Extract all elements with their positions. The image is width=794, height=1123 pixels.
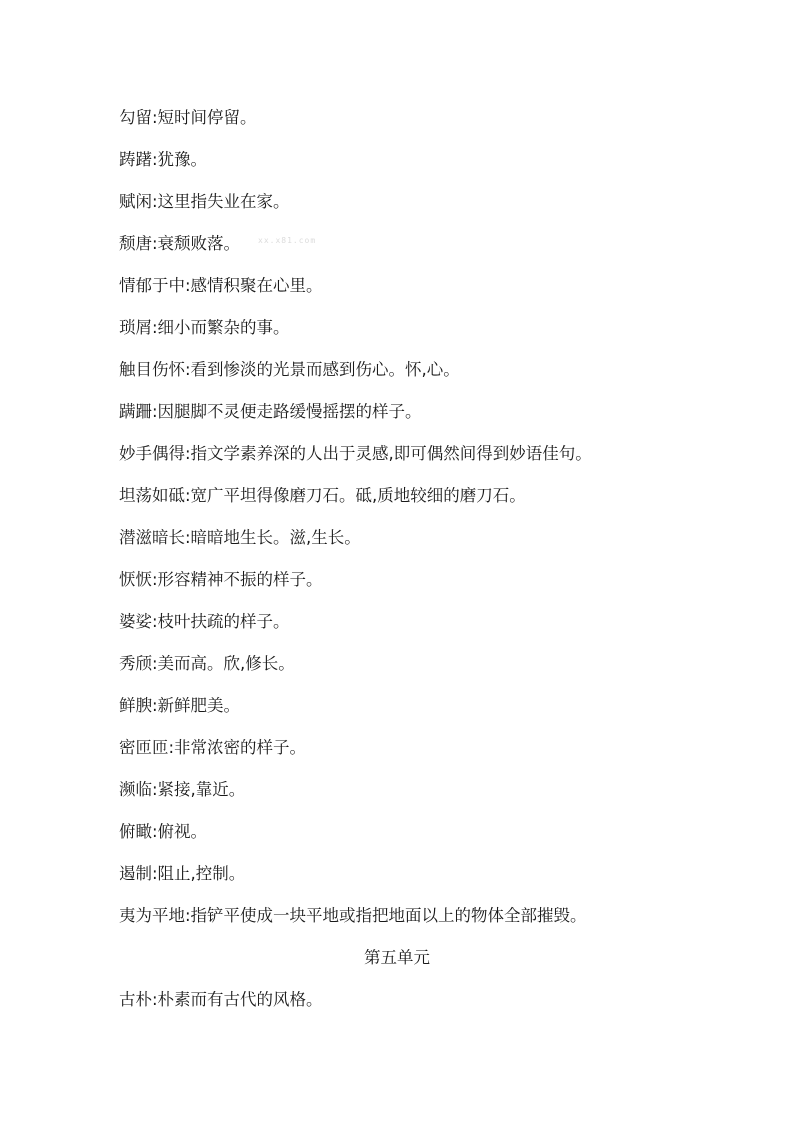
vocab-entry: 坦荡如砥:宽广平坦得像磨刀石。砥,质地较细的磨刀石。	[119, 486, 526, 505]
vocab-entry: 妙手偶得:指文学素养深的人出于灵感,即可偶然间得到妙语佳句。	[119, 444, 592, 463]
vocab-entry: 秀颀:美而高。欣,修长。	[119, 654, 295, 673]
vocab-entry: 古朴:朴素而有古代的风格。	[119, 990, 323, 1009]
vocab-entry: 踌躇:犹豫。	[119, 150, 208, 169]
vocab-entry: 赋闲:这里指失业在家。	[119, 192, 290, 211]
vocab-entry: 遏制:阻止,控制。	[119, 864, 246, 883]
watermark: xx.x81.com	[258, 236, 317, 245]
vocab-entry: 触目伤怀:看到惨淡的光景而感到伤心。怀,心。	[119, 360, 460, 379]
vocab-entry: 鲜腴:新鲜肥美。	[119, 696, 241, 715]
vocab-entry: 颓唐:衰颓败落。	[119, 234, 241, 253]
vocab-entry: 恹恹:形容精神不振的样子。	[119, 570, 323, 589]
vocab-entry: 夷为平地:指铲平使成一块平地或指把地面以上的物体全部摧毁。	[119, 906, 587, 925]
vocab-entry: 俯瞰:俯视。	[119, 822, 208, 841]
vocab-entry: 情郁于中:感情积聚在心里。	[119, 276, 323, 295]
vocab-entry: 婆娑:枝叶扶疏的样子。	[119, 612, 290, 631]
section-heading: 第五单元	[364, 948, 430, 967]
vocab-entry: 勾留:短时间停留。	[119, 108, 257, 127]
vocab-entry: 濒临:紧接,靠近。	[119, 780, 246, 799]
vocab-entry: 密匝匝:非常浓密的样子。	[119, 738, 307, 757]
vocab-entry: 潜滋暗长:暗暗地生长。滋,生长。	[119, 528, 361, 547]
vocabulary-list	[119, 104, 699, 1028]
vocab-entry: 琐屑:细小而繁杂的事。	[119, 318, 290, 337]
vocab-entry: 蹒跚:因腿脚不灵便走路缓慢摇摆的样子。	[119, 402, 422, 421]
